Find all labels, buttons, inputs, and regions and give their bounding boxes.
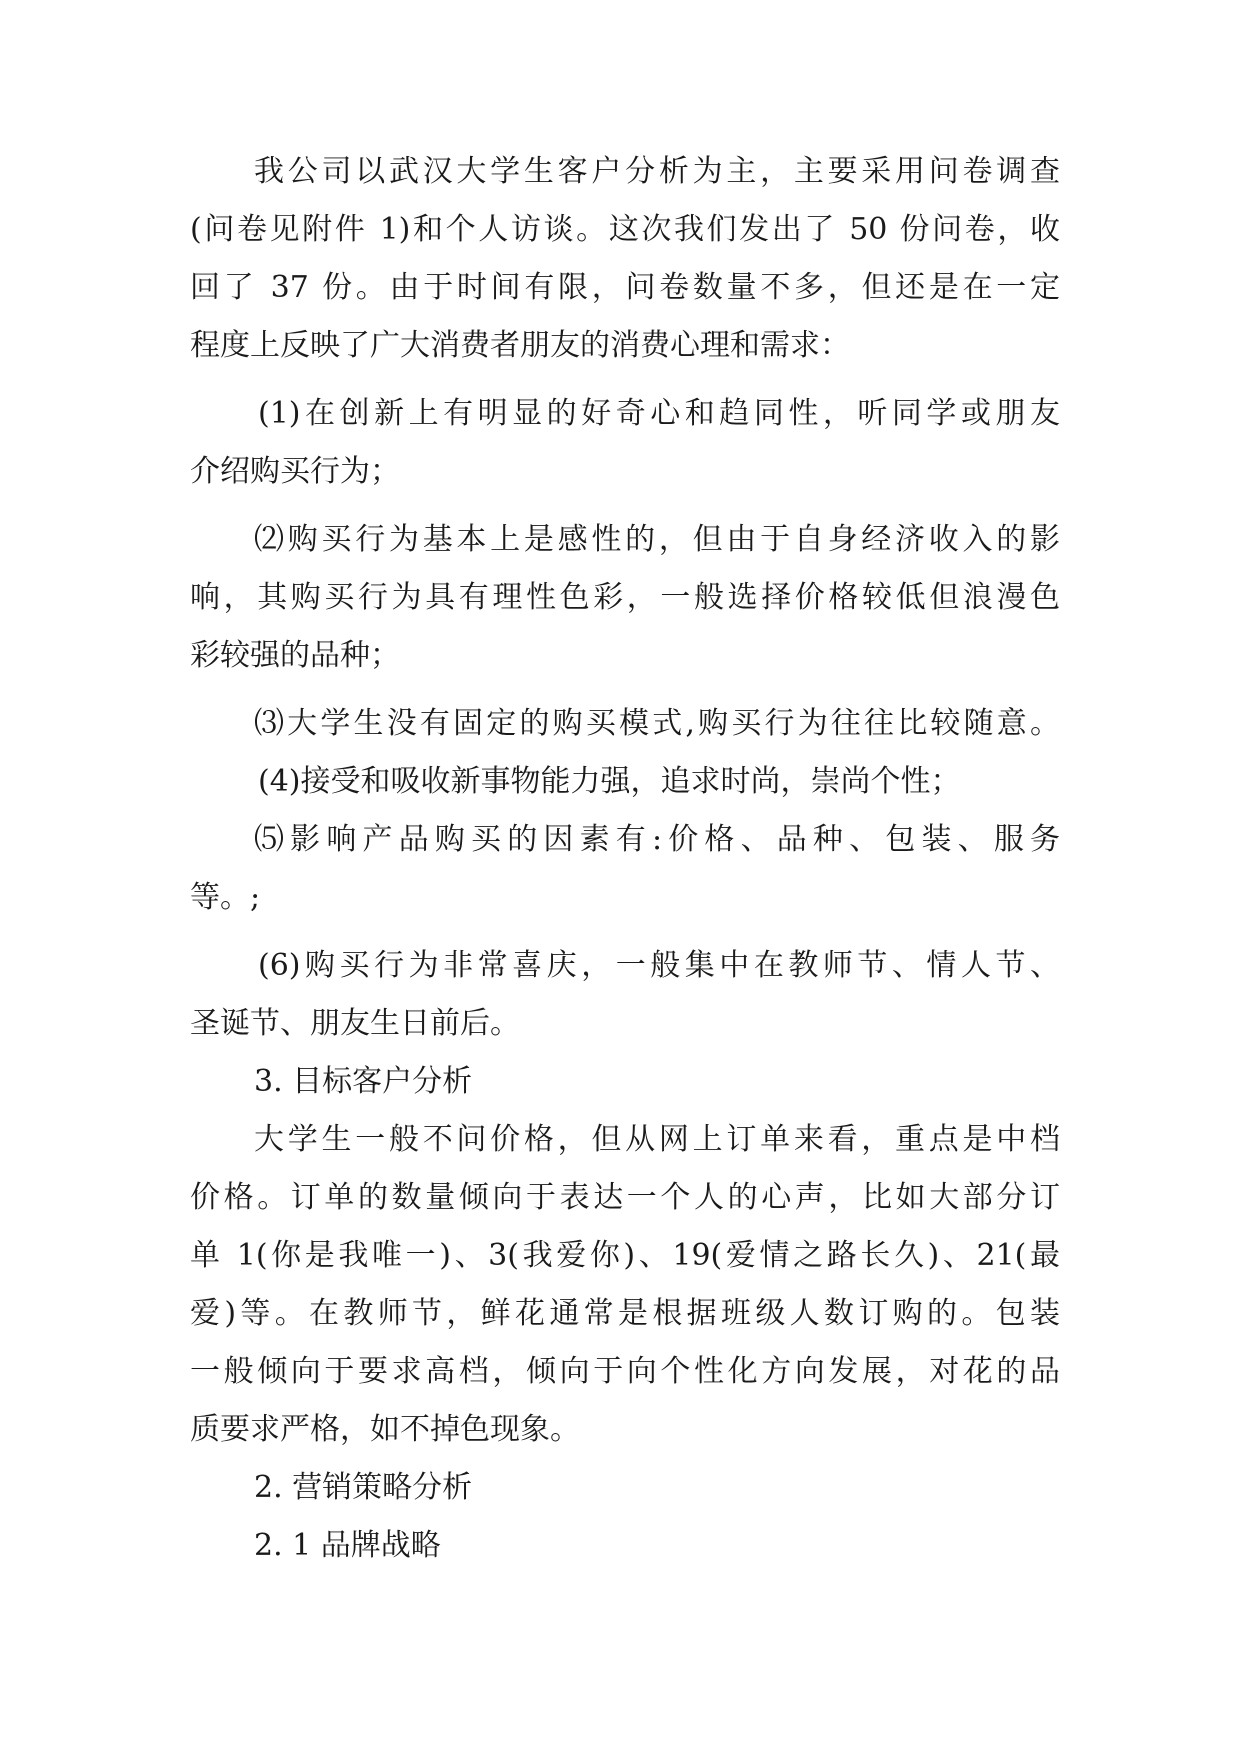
paragraph-line: 回了 37 份。由于时间有限，问卷数量不多，但还是在一定 [190, 270, 1060, 305]
list-item-line: ⑸影响产品购买的因素有:价格、品种、包装、服务 [254, 822, 1060, 857]
list-item-line: ⑵购买行为基本上是感性的，但由于自身经济收入的影 [254, 522, 1060, 557]
list-item-line: (6)购买行为非常喜庆，一般集中在教师节、情人节、 [258, 948, 1060, 983]
paragraph-line: 质要求严格，如不掉色现象。 [190, 1412, 580, 1447]
paragraph-line: 一般倾向于要求高档，倾向于向个性化方向发展，对花的品 [190, 1354, 1060, 1389]
list-item-line: 圣诞节、朋友生日前后。 [190, 1006, 520, 1041]
paragraph-line: (问卷见附件 1)和个人访谈。这次我们发出了 50 份问卷，收 [190, 212, 1060, 247]
paragraph-line: 爱)等。在教师节，鲜花通常是根据班级人数订购的。包装 [190, 1296, 1060, 1331]
list-item-line: 介绍购买行为； [190, 454, 400, 489]
list-item-line: 等。; [190, 880, 261, 915]
paragraph-line: 我公司以武汉大学生客户分析为主，主要采用问卷调查 [254, 154, 1060, 189]
list-item-line: 彩较强的品种； [190, 638, 400, 673]
section-heading: 3. 目标客户分析 [254, 1064, 473, 1099]
section-heading: 2. 营销策略分析 [254, 1470, 473, 1505]
paragraph-line: 单 1(你是我唯一)、3(我爱你)、19(爱情之路长久)、21(最 [190, 1238, 1060, 1273]
list-item-line: ⑶大学生没有固定的购买模式,购买行为往往比较随意。 [254, 706, 1060, 741]
list-item-line: 响，其购买行为具有理性色彩，一般选择价格较低但浪漫色 [190, 580, 1060, 615]
paragraph-line: 价格。订单的数量倾向于表达一个人的心声，比如大部分订 [190, 1180, 1060, 1215]
subsection-heading: 2. 1 品牌战略 [254, 1528, 441, 1563]
paragraph-line: 大学生一般不问价格，但从网上订单来看，重点是中档 [254, 1122, 1060, 1157]
paragraph-line: 程度上反映了广大消费者朋友的消费心理和需求： [190, 328, 850, 363]
list-item-line: (4)接受和吸收新事物能力强，追求时尚，崇尚个性； [258, 764, 961, 799]
list-item-line: (1)在创新上有明显的好奇心和趋同性，听同学或朋友 [258, 396, 1060, 431]
